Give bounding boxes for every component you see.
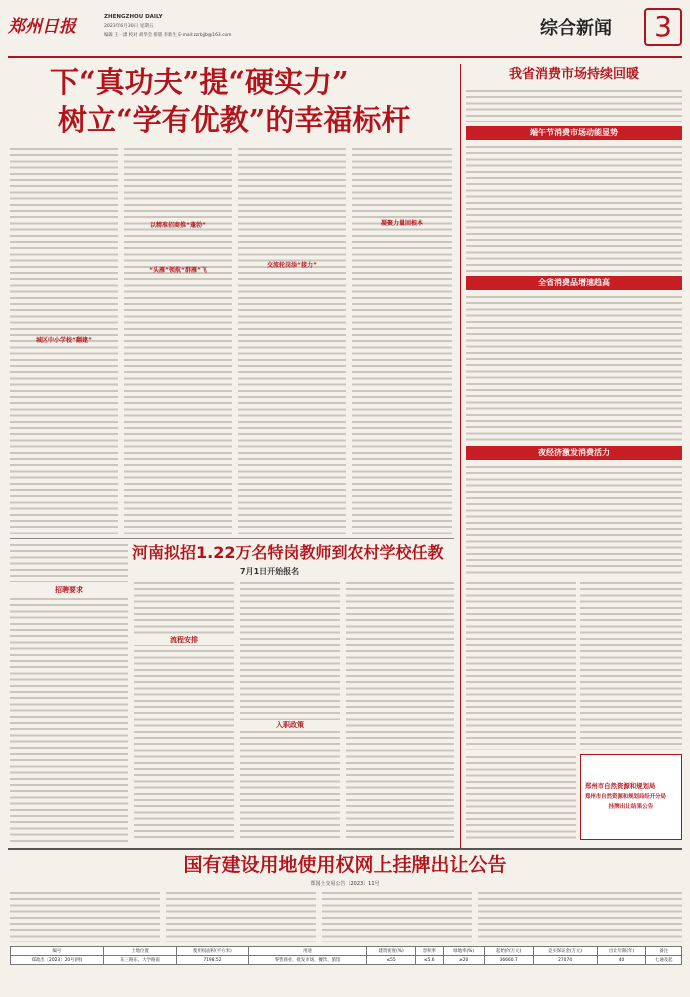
table-cell: 零售商业、批发市场、餐饮、旅馆 — [248, 956, 367, 965]
right-body-6 — [466, 754, 576, 840]
notice-title: 国有建设用地使用权网上挂牌出让公告 — [183, 854, 507, 876]
article-column-4 — [352, 146, 452, 534]
right-body-4 — [466, 580, 576, 750]
article-column-3 — [238, 146, 346, 534]
sub-heading-4: 交流轮岗添“接力” — [267, 262, 317, 269]
henan-column-3 — [240, 580, 340, 842]
table-header: 竞买保证金(万元) — [533, 947, 597, 956]
section-bar-1: 端午节消费市场动能显势 — [466, 126, 682, 140]
henan-headline: 河南拟招1.22万名特岗教师到农村学校任教 — [132, 543, 444, 562]
table-row — [11, 956, 682, 965]
newspaper-logo: 郑州日报 — [8, 17, 76, 37]
headline-line-1: 下“真功夫”提“硬实力” — [50, 65, 349, 99]
henan-lead — [10, 542, 128, 582]
table-cell: ≤55 — [367, 956, 416, 965]
section-bar-3: 夜经济激发消费活力 — [466, 446, 682, 460]
masthead-rule — [8, 56, 682, 58]
ad-box — [580, 754, 682, 840]
article-column-2 — [124, 146, 232, 534]
section-title: 综合新闻 — [540, 18, 612, 39]
table-header: 建筑密度(%) — [367, 947, 416, 956]
henan-column-4 — [346, 580, 454, 842]
sub-heading-5: 凝聚力量固根本 — [380, 220, 423, 227]
right-body-1 — [466, 144, 682, 272]
notice-body-1 — [10, 890, 160, 942]
notice-body-2 — [166, 890, 316, 942]
table-header: 用途 — [248, 947, 367, 956]
notice-body-4 — [478, 890, 682, 942]
notice-table — [10, 946, 682, 965]
vertical-divider — [460, 64, 461, 848]
ad-line-2: 郑州市自然资源和规划局经开分局 — [585, 794, 666, 800]
henan-rule — [10, 538, 454, 539]
ad-line-1: 郑州市自然资源和规划局 — [585, 782, 656, 790]
henan-sub-3: 入职政策 — [240, 720, 340, 730]
sub-heading-1: 城区中小学校“翻建” — [36, 337, 92, 344]
table-cell: 7198.52 — [177, 956, 249, 965]
henan-sub-1: 招聘要求 — [55, 586, 83, 594]
table-header: 备注 — [646, 947, 682, 956]
table-header-row — [11, 947, 682, 956]
table-cell: 东三路东、大学路南 — [103, 956, 176, 965]
henan-column-1 — [10, 596, 128, 842]
table-header: 土地位置 — [103, 947, 176, 956]
table-cell: ≥20 — [443, 956, 484, 965]
sub-heading-2: 以精准招商推“蓬勃” — [150, 222, 206, 229]
notice-body-3 — [322, 890, 472, 942]
right-body-2 — [466, 294, 682, 442]
table-header: 编号 — [11, 947, 104, 956]
masthead — [8, 8, 682, 54]
headline-line-2: 树立“学有优教”的幸福标杆 — [58, 103, 411, 137]
table-cell: ≤5.6 — [415, 956, 443, 965]
newspaper-english-name: ZHENGZHOU DAILY — [104, 14, 163, 20]
table-header: 容积率 — [415, 947, 443, 956]
table-header: 起始价(万元) — [484, 947, 533, 956]
editor-line: 编辑 王一潇 校对 胡华会 排版 李新生 E-mail:zzrbjjb@163.com — [104, 33, 232, 38]
table-cell: 27074 — [533, 956, 597, 965]
right-body-5 — [580, 580, 682, 750]
right-lead — [466, 88, 682, 122]
page-number: 3 — [644, 8, 682, 46]
table-cell: 七通及起 — [646, 956, 682, 965]
henan-column-2 — [134, 580, 234, 842]
table-cell: 36660.7 — [484, 956, 533, 965]
table-header: 出让年限(年) — [597, 947, 646, 956]
table-header: 绿地率(%) — [443, 947, 484, 956]
date-line: 2023年6月30日 星期五 — [104, 24, 154, 29]
table-cell: 40 — [597, 956, 646, 965]
right-body-3 — [466, 464, 682, 574]
section-bar-2: 全省消费品增速趋高 — [466, 276, 682, 290]
sub-heading-3: “头雁”领航“群雁”飞 — [149, 267, 207, 274]
henan-date: 7月1日开始报名 — [240, 567, 300, 576]
notice-rule — [8, 848, 682, 850]
table-cell: 郑政出〔2023〕20号(网) — [11, 956, 104, 965]
henan-sub-2: 流程安排 — [134, 635, 234, 645]
right-headline: 我省消费市场持续回暖 — [508, 67, 639, 82]
notice-subtitle: 郑国土交易公告〔2023〕11号 — [310, 881, 380, 887]
ad-line-3: 挂牌出让结果公告 — [608, 804, 654, 810]
table-header: 使用权面积(平方米) — [177, 947, 249, 956]
